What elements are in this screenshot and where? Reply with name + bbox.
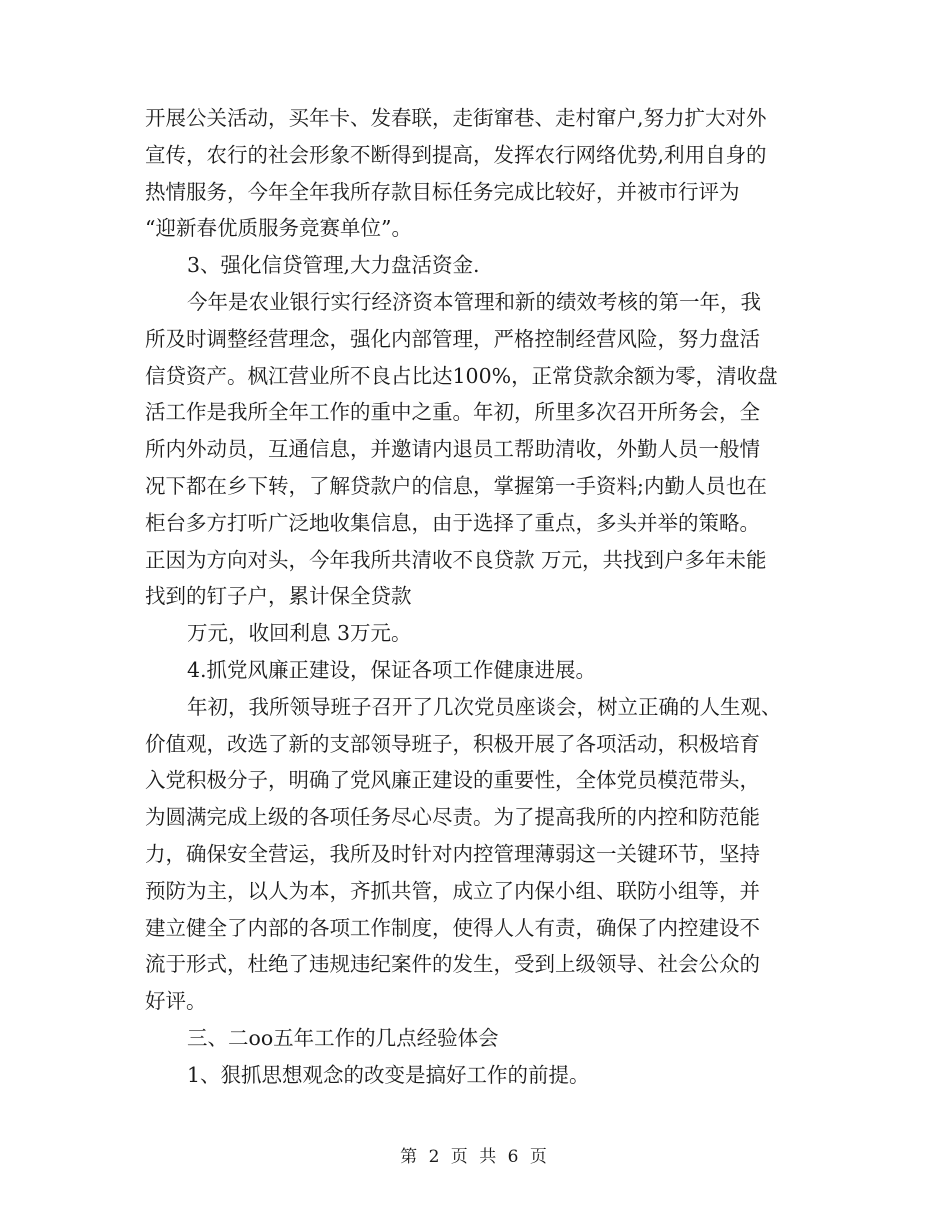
text-line: 三、二oo五年工作的几点经验体会 <box>187 1025 499 1050</box>
text-line: 况下都在乡下转，了解贷款户的信息，掌握第一手资料;内勤人员也在 <box>145 473 767 498</box>
text-line: 今年是农业银行实行经济资本管理和新的绩效考核的第一年，我 <box>187 289 761 314</box>
text-line: 好评。 <box>145 989 207 1014</box>
text-line: 信贷资产。枫江营业所不良占比达100%，正常贷款余额为零，清收盘 <box>145 363 778 388</box>
text-line: 活工作是我所全年工作的重中之重。年初，所里多次召开所务会，全 <box>145 400 760 425</box>
text-line: 4.抓党风廉正建设，保证各项工作健康进展。 <box>187 657 597 682</box>
text-line: 力，确保安全营运，我所及时针对内控管理薄弱这一关键环节，坚持 <box>145 841 760 866</box>
text-line: 热情服务，今年全年我所存款目标任务完成比较好，并被市行评为 <box>145 179 740 204</box>
text-line: 入党积极分子，明确了党风廉正建设的重要性，全体党员模范带头， <box>145 768 760 793</box>
text-line: 柜台多方打听广泛地收集信息，由于选择了重点，多头并举的策略。 <box>145 510 760 535</box>
text-line: “迎新春优质服务竞赛单位”。 <box>145 216 412 241</box>
text-line: 年初，我所领导班子召开了几次党员座谈会，树立正确的人生观、 <box>187 694 782 719</box>
document-body <box>145 100 815 1094</box>
text-line: 流于形式，杜绝了违规违纪案件的发生，受到上级领导、社会公众的 <box>145 952 760 977</box>
text-line: 所及时调整经营理念，强化内部管理，严格控制经营风险，努力盘活 <box>145 326 760 351</box>
text-line: 1、狠抓思想观念的改变是搞好工作的前提。 <box>187 1062 590 1087</box>
text-line: 建立健全了内部的各项工作制度，使得人人有责，确保了内控建设不 <box>145 915 760 940</box>
text-line: 所内外动员，互通信息，并邀请内退员工帮助清收，外勤人员一般情 <box>145 437 760 462</box>
text-line: 3、强化信贷管理,大力盘活资金. <box>187 253 480 278</box>
text-line: 万元，收回利息 3万元。 <box>187 621 412 646</box>
text-line: 找到的钉子户，累计保全贷款 <box>145 584 412 609</box>
text-line: 预防为主，以人为本，齐抓共管，成立了内保小组、联防小组等，并 <box>145 878 760 903</box>
text-line: 正因为方向对头，今年我所共清收不良贷款 万元，共找到户多年未能 <box>145 547 767 572</box>
text-line: 为圆满完成上级的各项任务尽心尽责。为了提高我所的内控和防范能 <box>145 805 760 830</box>
text-line: 价值观，改选了新的支部领导班子，积极开展了各项活动，积极培育 <box>145 731 760 756</box>
text-line: 宣传，农行的社会形象不断得到提高，发挥农行网络优势,利用自身的 <box>145 142 767 167</box>
page-footer: 第 2 页 共 6 页 <box>400 1147 550 1167</box>
text-line: 开展公关活动，买年卡、发春联，走街窜巷、走村窜户,努力扩大对外 <box>145 106 767 130</box>
